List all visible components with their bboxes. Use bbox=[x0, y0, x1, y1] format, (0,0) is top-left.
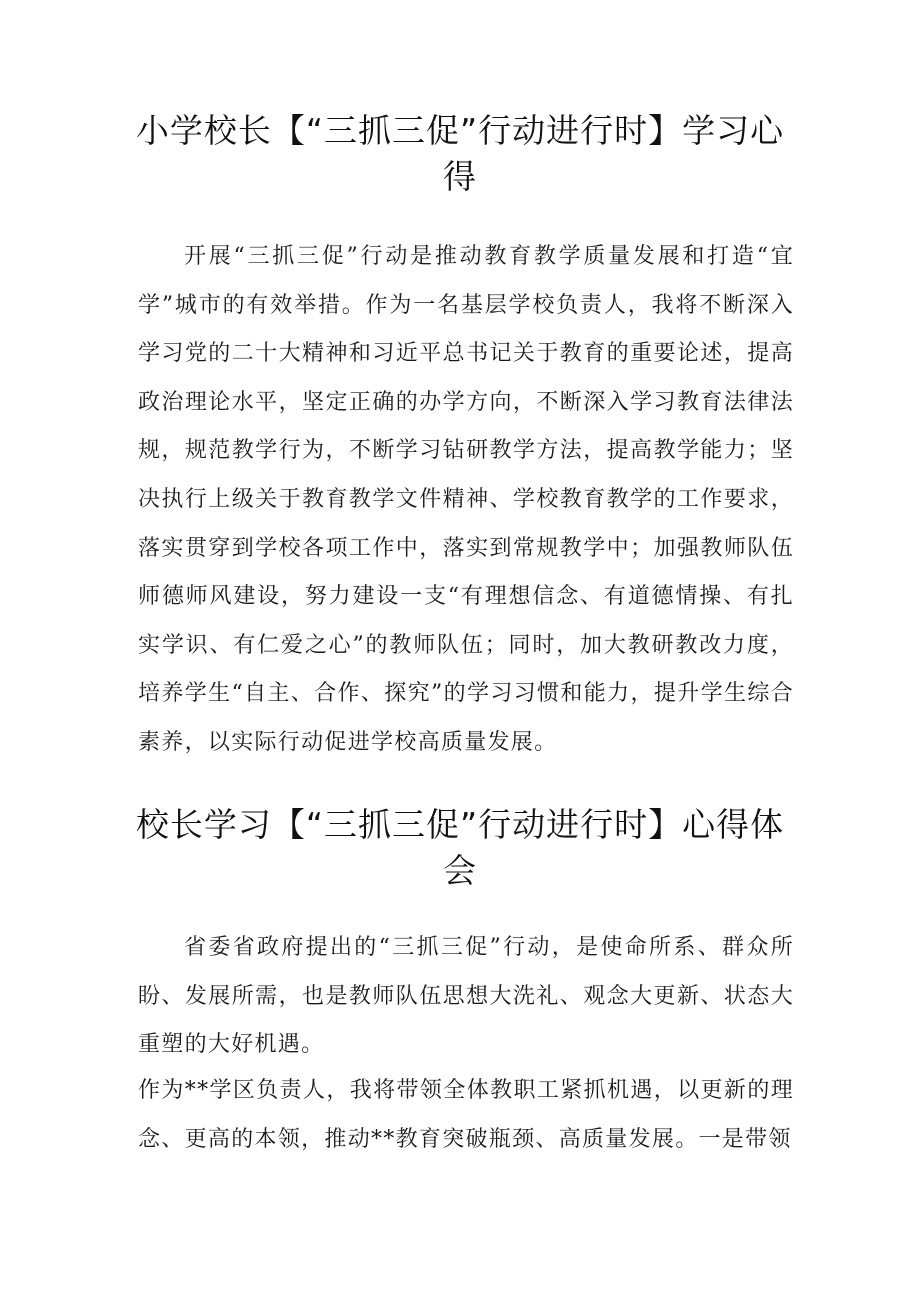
section-2-paragraph-2: 作为**学区负责人，我将带领全体教职工紧抓机遇，以更新的理念、更高的本领，推动**教育突破瓶颈、高质量发展。一是带领 bbox=[138, 1078, 794, 1152]
section-1-paragraph-1: 开展“三抓三促”行动是推动教育教学质量发展和打造“宜学”城市的有效举措。作为一名基层学校负责人，我将不断深入学习党的二十大精神和习近平总书记关于教育的重要论述，提高政治理论水平，坚定正确的办学方向，不断深入学习教育法律法规，规范教学行为，不断学习钻研教学方法，提高教学能力；坚决执行上级关于教育教学文件精神、学校教育教学的工作要求，落实贯穿到学校各项工作中，落实到常规教学中；加强教师队伍师德师风建设，努力建设一支“有理想信念、有道德情操、有扎实学识、有仁爱之心”的教师队伍；同时，加大教研教改力度，培养学生“自主、合作、探究”的学习习惯和能力，提升学生综合素养，以实际行动促进学校高质量发展。 bbox=[138, 244, 794, 755]
section-2-title: 校长学习【“三抓三促”行动进行时】心得体会 bbox=[135, 805, 785, 890]
section-2-paragraph-1: 省委省政府提出的“三抓三促”行动，是使命所系、群众所盼、发展所需，也是教师队伍思想大洗礼、观念大更新、状态大重塑的大好机遇。 bbox=[138, 935, 794, 1058]
section-1-title: 小学校长【“三抓三促”行动进行时】学习心得 bbox=[135, 111, 785, 196]
